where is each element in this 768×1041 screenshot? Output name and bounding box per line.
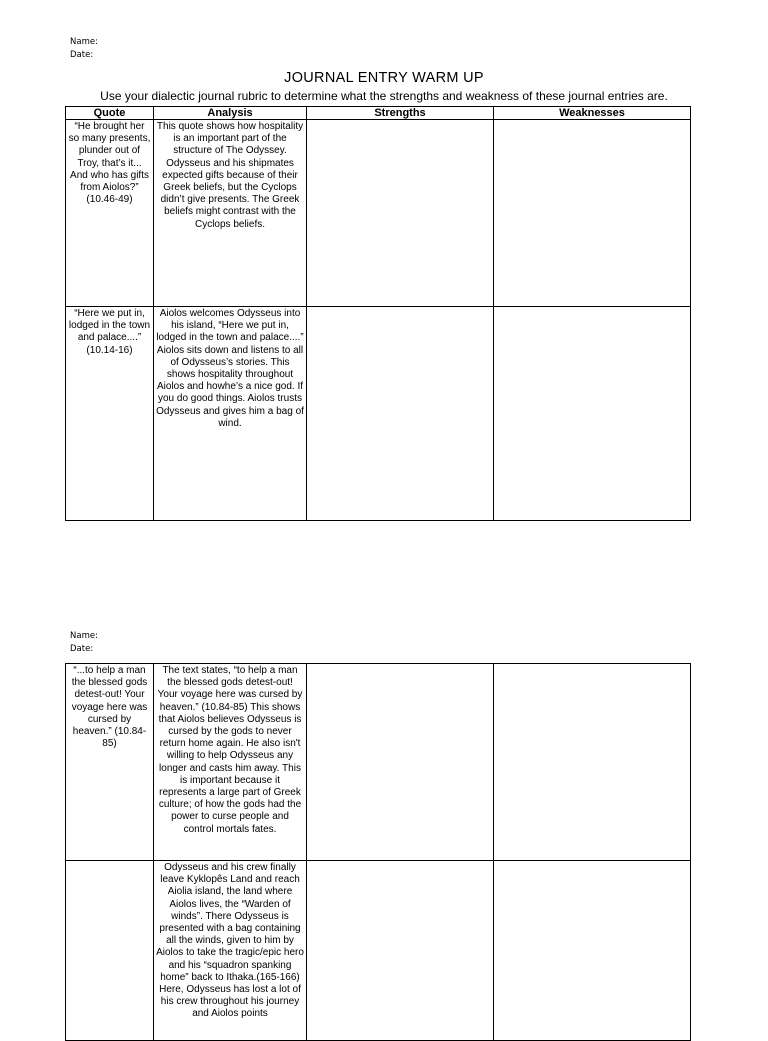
analysis-cell: The text states, “to help a man the blessed gods detest-out! Your voyage here was cursed by heaven.” (10.84-85) This shows that Aiolos believes Odysseus is cursed by the gods to never return home again. He also isn't willing to help Odysseus any longer and casts him away. This is important because it represents a large part of Greek culture; of how the gods had the power to curse people and control mortals fates. <box>154 664 307 861</box>
table-row <box>66 664 691 861</box>
column-header-quote: Quote <box>66 107 154 120</box>
column-header-analysis: Analysis <box>154 107 307 120</box>
table-row <box>66 861 691 1041</box>
page-subtitle: Use your dialectic journal rubric to determine what the strengths and weakness of these journal entries are. <box>100 89 668 103</box>
quote-cell <box>66 861 154 1041</box>
date-label: Date: <box>70 644 94 654</box>
page-title: JOURNAL ENTRY WARM UP <box>284 70 484 86</box>
header-1 <box>70 36 98 62</box>
strengths-cell[interactable] <box>307 307 494 521</box>
table-row <box>66 120 691 307</box>
name-label: Name: <box>70 631 98 641</box>
header-2 <box>70 630 98 656</box>
strengths-cell[interactable] <box>307 861 494 1041</box>
table-header-row <box>66 107 691 120</box>
name-label: Name: <box>70 37 98 47</box>
weaknesses-cell[interactable] <box>494 664 691 861</box>
journal-table-1 <box>65 106 691 521</box>
strengths-cell[interactable] <box>307 120 494 307</box>
weaknesses-cell[interactable] <box>494 307 691 521</box>
analysis-cell: Aiolos welcomes Odysseus into his island, “Here we put in, lodged in the town and palace....” Aiolos sits down and listens to all of Odysseus’s stories. This shows hospitality throughout Aiolos and howhe’s a nice god. If you do good things. Aiolos trusts Odysseus and gives him a bag of wind. <box>154 307 307 521</box>
quote-cell: “He brought her so many presents, plunder out of Troy, that’s it... And who has gifts from Aiolos?” (10.46-49) <box>66 120 154 307</box>
weaknesses-cell[interactable] <box>494 861 691 1041</box>
analysis-cell: Odysseus and his crew finally leave Kyklopês Land and reach Aiolia island, the land where Aiolos lives, the “Warden of winds”. There Odysseus is presented with a bag containing all the winds, given to him by Aiolos to take the tragic/epic hero and his “squadron spanking home” back to Ithaka.(165-166) Here, Odysseus has lost a lot of his crew throughout his journey and Aiolos points <box>154 861 307 1041</box>
quote-cell: “Here we put in, lodged in the town and palace....” (10.14-16) <box>66 307 154 521</box>
analysis-cell: This quote shows how hospitality is an important part of the structure of The Odyssey. Odysseus and his shipmates expected gifts because of their Greek beliefs, but the Cyclops didn’t give presents. The Greek beliefs might contrast with the Cyclops beliefs. <box>154 120 307 307</box>
weaknesses-cell[interactable] <box>494 120 691 307</box>
date-label: Date: <box>70 50 94 60</box>
column-header-strengths: Strengths <box>307 107 494 120</box>
quote-cell: “...to help a man the blessed gods detest-out! Your voyage here was cursed by heaven.” (10.84-85) <box>66 664 154 861</box>
table-row <box>66 307 691 521</box>
journal-table-2 <box>65 663 691 1041</box>
strengths-cell[interactable] <box>307 664 494 861</box>
column-header-weaknesses: Weaknesses <box>494 107 691 120</box>
